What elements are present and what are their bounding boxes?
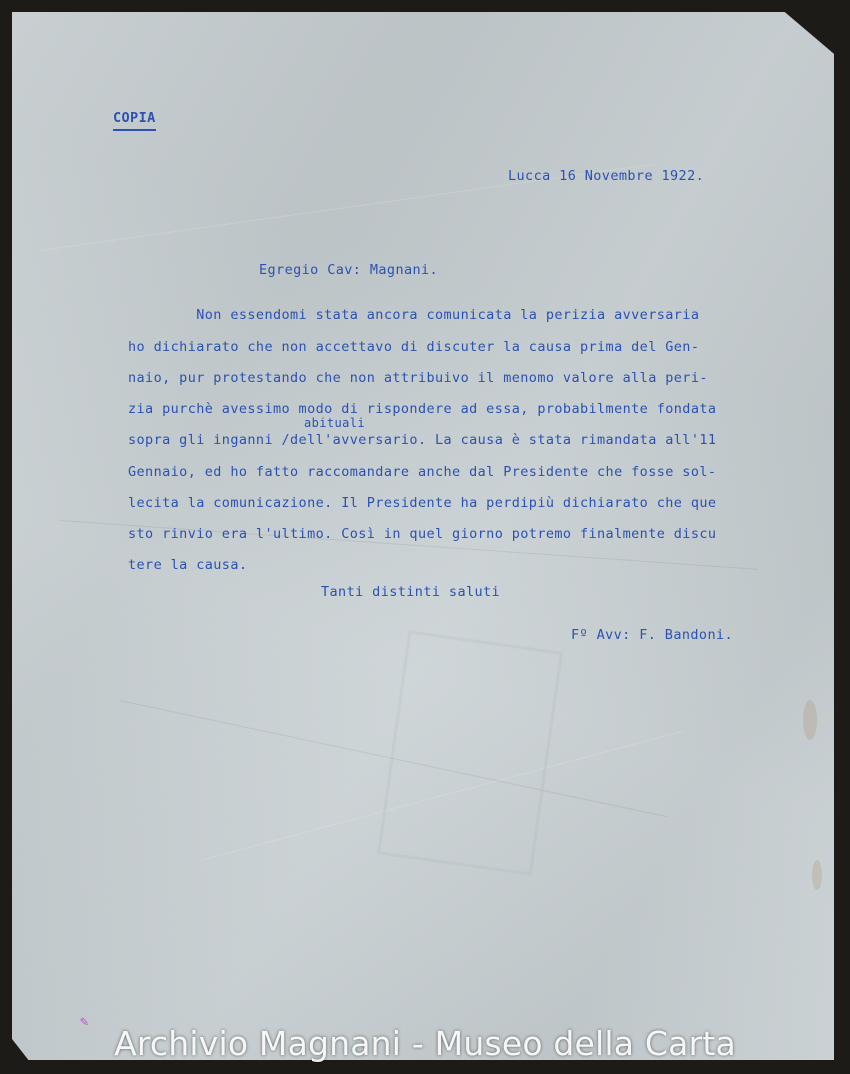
paper-stain [812,860,822,890]
paper-stain [803,700,817,740]
body-line: Non essendomi stata ancora comunicata la perizia avversaria [128,307,700,323]
body-line: sto rinvio era l'ultimo. Così in quel giorno potremo finalmente discu [128,526,717,542]
body-line: sopra gli inganni /dell'avversario. La causa è stata rimandata all'11 [128,432,717,448]
salutation: Egregio Cav: Magnani. [259,262,439,278]
signature: Fº Avv: F. Bandoni. [571,627,734,643]
body-line: lecita la comunicazione. Il Presidente ha perdipiù dichiarato che que [128,495,717,511]
body-line: ho dichiarato che non accettavo di discuter la causa prima del Gen- [128,339,700,355]
closing: Tanti distinti saluti [321,584,501,600]
body-line: Gennaio, ed ho fatto raccomandare anche dal Presidente che fosse sol- [128,464,717,480]
body-line: naio, pur protestando che non attribuivo il menomo valore alla peri- [128,370,708,386]
ink-mark-icon: ✎ [80,1014,89,1030]
handwritten-insertion: abituali [304,416,365,430]
letter-date: Lucca 16 Novembre 1922. [508,168,705,184]
body-line: zia purchè avessimo modo di rispondere ad essa, probabilmente fondata [128,401,717,417]
body-line: tere la causa. [128,557,248,573]
faint-stamp [377,630,563,876]
copy-label: COPIA [113,110,156,131]
archive-watermark: Archivio Magnani - Museo della Carta [114,1024,736,1063]
